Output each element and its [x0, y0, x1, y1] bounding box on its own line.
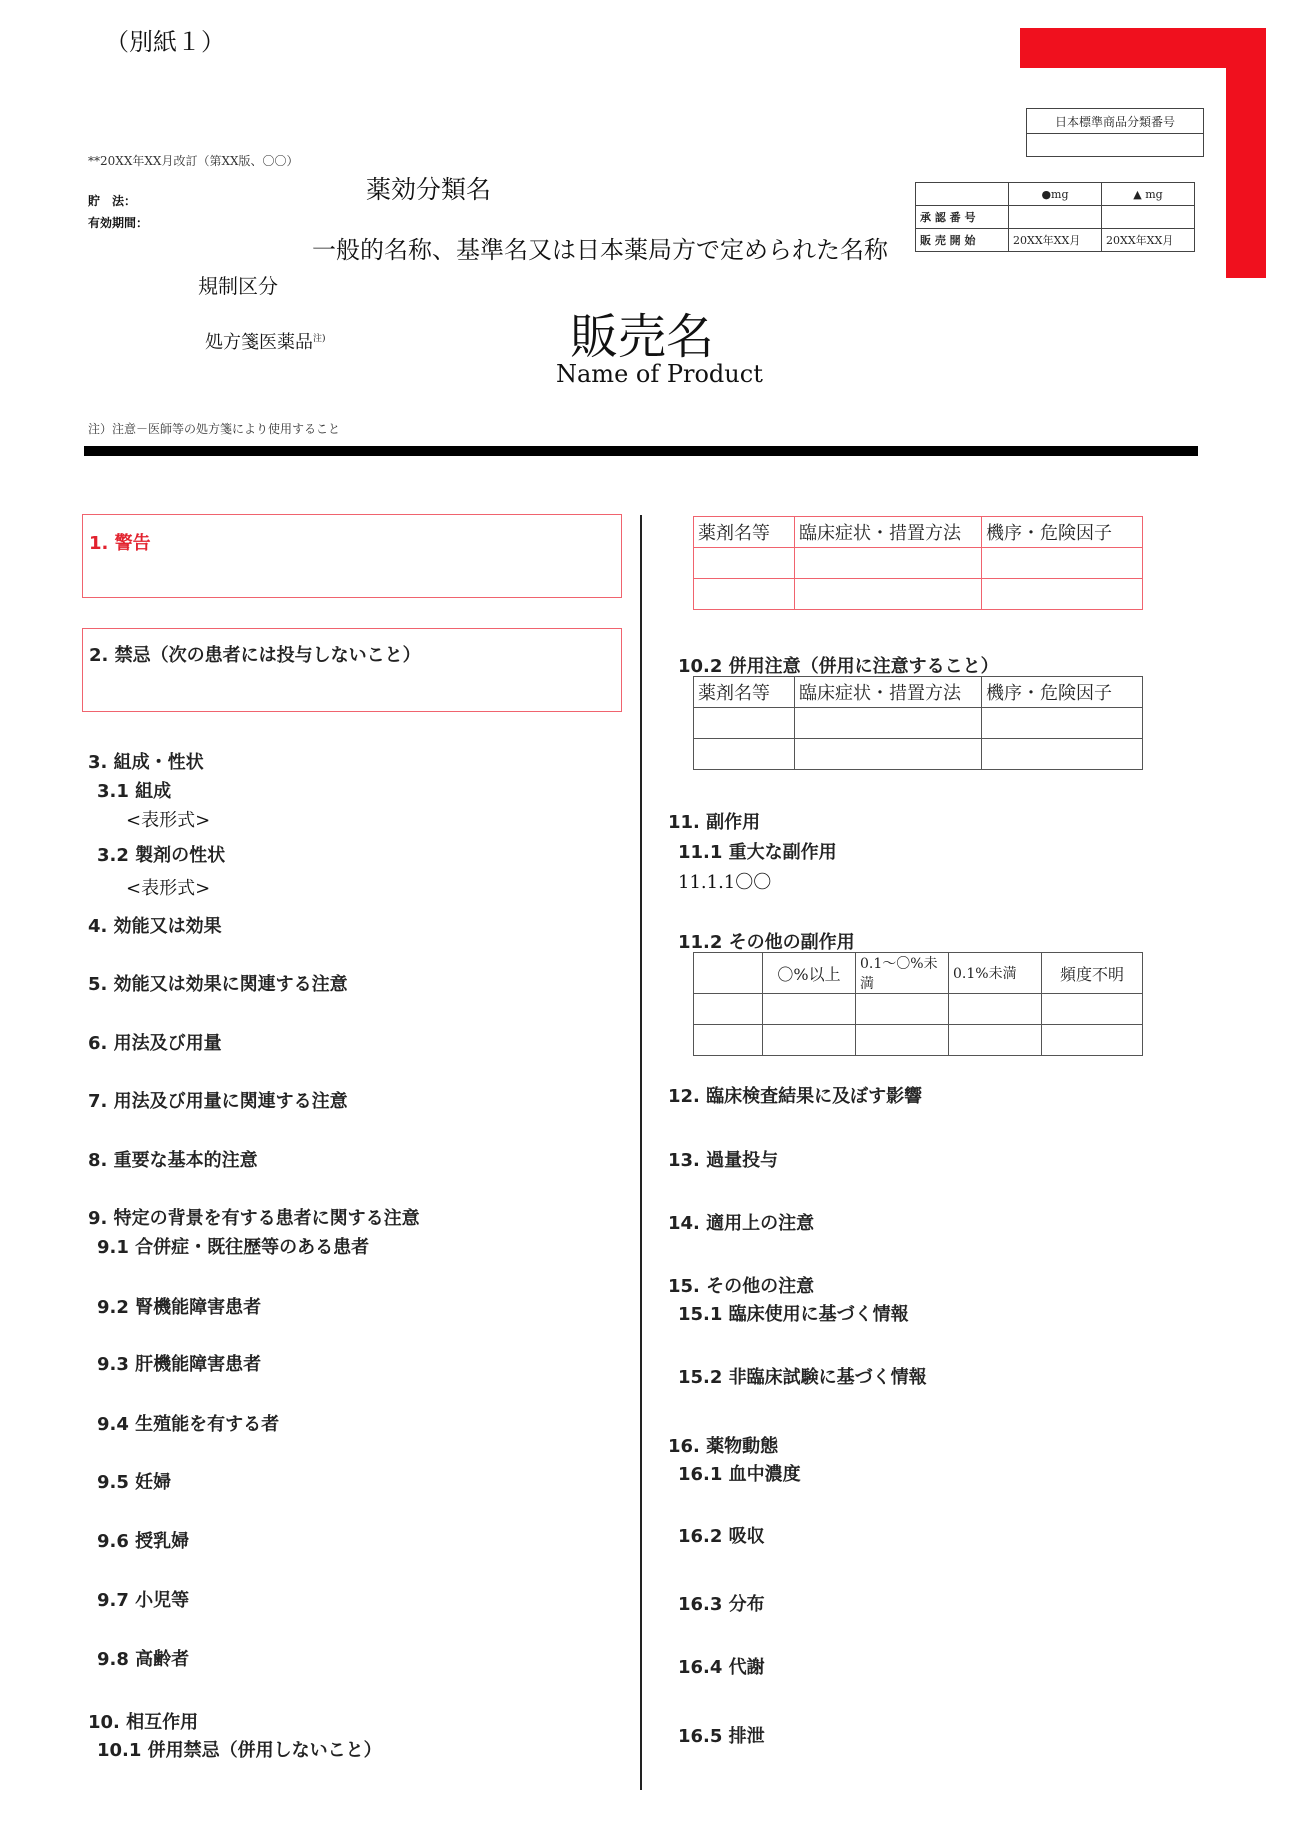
drug-class-name: 薬効分類名: [366, 175, 492, 204]
header-rule: [84, 446, 1198, 456]
pharmacokinetics-heading: 16. 薬物動態: [668, 1436, 779, 1457]
classification-number-header: 日本標準商品分類番号: [1027, 109, 1204, 134]
caution-cell: [982, 739, 1143, 770]
contra-col-mechanism: 機序・危険因子: [982, 517, 1143, 548]
approval-number-label: 承 認 番 号: [916, 206, 1009, 229]
blood-concentration-sub: 16.1 血中濃度: [678, 1464, 801, 1485]
column-divider: [640, 515, 642, 1790]
caution-combo-table: [693, 676, 1143, 770]
freq-col-1: 〇%以上: [763, 953, 856, 994]
absorption-sub: 16.2 吸収: [678, 1526, 765, 1547]
attachment-label: （別紙１）: [105, 28, 225, 56]
prescription-footnote: 注）注意－医師等の処方箋により使用すること: [88, 422, 341, 436]
contraindication-heading: 2. 禁忌（次の患者には投与しないこと）: [89, 645, 421, 666]
caution-combo-heading: 10.2 併用注意（併用に注意すること）: [678, 656, 999, 677]
contra-cell: [982, 579, 1143, 610]
special-patients-heading: 9. 特定の背景を有する患者に関する注意: [88, 1208, 420, 1229]
freq-col-2: 0.1～〇%未満: [856, 953, 949, 994]
regulation-category: 規制区分: [198, 274, 278, 298]
hepatic-sub: 9.3 肝機能障害患者: [97, 1354, 262, 1375]
overdose-heading: 13. 過量投与: [668, 1150, 779, 1171]
nonclinical-info-sub: 15.2 非臨床試験に基づく情報: [678, 1367, 927, 1388]
lactating-sub: 9.6 授乳婦: [97, 1531, 190, 1552]
dosage-heading: 6. 用法及び用量: [88, 1033, 222, 1054]
approval-number-2: [1102, 206, 1195, 229]
caution-cell: [795, 739, 982, 770]
freq-cell: [1042, 1025, 1143, 1056]
lab-effects-heading: 12. 臨床検査結果に及ぼす影響: [668, 1086, 923, 1107]
generic-name: 一般的名称、基準名又は日本薬局方で定められた名称: [312, 236, 888, 264]
properties-format: <表形式>: [126, 878, 211, 899]
contra-cell: [694, 579, 795, 610]
contra-cell: [982, 548, 1143, 579]
caution-col-symptom: 臨床症状・措置方法: [795, 677, 982, 708]
warning-heading: 1. 警告: [89, 533, 151, 554]
freq-col-4: 頻度不明: [1042, 953, 1143, 994]
sales-start-1: 20XX年XX月: [1009, 229, 1102, 252]
caution-col-drug: 薬剤名等: [694, 677, 795, 708]
composition-sub: 3.1 組成: [97, 781, 172, 802]
contra-col-drug: 薬剤名等: [694, 517, 795, 548]
reproductive-sub: 9.4 生殖能を有する者: [97, 1414, 280, 1435]
expiry-label: 有効期間：: [88, 216, 149, 230]
freq-cell: [694, 994, 763, 1025]
contraindicated-combo-table: [693, 516, 1143, 610]
freq-cell: [856, 1025, 949, 1056]
approval-table-corner: [916, 183, 1009, 206]
caution-cell: [694, 708, 795, 739]
other-side-effects-sub: 11.2 その他の副作用: [678, 932, 855, 953]
contra-col-symptom: 臨床症状・措置方法: [795, 517, 982, 548]
indication-caution-heading: 5. 効能又は効果に関連する注意: [88, 974, 348, 995]
other-caution-heading: 15. その他の注意: [668, 1276, 815, 1297]
interaction-heading: 10. 相互作用: [88, 1712, 199, 1733]
contra-cell: [795, 548, 982, 579]
product-name-en: Name of Product: [556, 360, 763, 388]
serious-side-effects-item: 11.1.1〇〇: [678, 872, 772, 893]
warning-box: [82, 514, 622, 598]
freq-cell: [694, 1025, 763, 1056]
storage-label: 貯 法：: [88, 194, 137, 208]
classification-number-table: [1026, 108, 1204, 157]
dosage-caution-heading: 7. 用法及び用量に関連する注意: [88, 1091, 348, 1112]
contra-cell: [795, 579, 982, 610]
approval-table: [915, 182, 1195, 252]
clinical-info-sub: 15.1 臨床使用に基づく情報: [678, 1304, 909, 1325]
sales-start-2: 20XX年XX月: [1102, 229, 1195, 252]
metabolism-sub: 16.4 代謝: [678, 1657, 765, 1678]
approval-col-2: ▲ mg: [1102, 183, 1195, 206]
prescription-note-mark: 注): [313, 334, 326, 344]
composition-heading: 3. 組成・性状: [88, 752, 204, 773]
freq-cell: [763, 1025, 856, 1056]
side-effect-frequency-table: [693, 952, 1143, 1056]
contraindicated-combo-sub: 10.1 併用禁忌（併用しないこと）: [97, 1740, 382, 1761]
application-caution-heading: 14. 適用上の注意: [668, 1213, 815, 1234]
caution-col-mechanism: 機序・危険因子: [982, 677, 1143, 708]
caution-cell: [694, 739, 795, 770]
classification-number-value: [1027, 134, 1204, 157]
freq-cell: [949, 1025, 1042, 1056]
comorbidity-sub: 9.1 合併症・既往歴等のある患者: [97, 1237, 370, 1258]
side-effects-heading: 11. 副作用: [668, 812, 761, 833]
pregnant-sub: 9.5 妊婦: [97, 1472, 172, 1493]
freq-cell: [949, 994, 1042, 1025]
sales-start-label: 販 売 開 始: [916, 229, 1009, 252]
prescription-drug-label: [205, 328, 326, 354]
approval-col-1: ●mg: [1009, 183, 1102, 206]
product-name: 販売名: [570, 309, 715, 365]
elderly-sub: 9.8 高齢者: [97, 1649, 190, 1670]
caution-cell: [982, 708, 1143, 739]
basic-caution-heading: 8. 重要な基本的注意: [88, 1150, 258, 1171]
freq-cell: [1042, 994, 1143, 1025]
indication-heading: 4. 効能又は効果: [88, 916, 222, 937]
composition-format: <表形式>: [126, 810, 211, 831]
contraindication-box: [82, 628, 622, 712]
freq-cell: [763, 994, 856, 1025]
excretion-sub: 16.5 排泄: [678, 1726, 765, 1747]
renal-sub: 9.2 腎機能障害患者: [97, 1297, 262, 1318]
pediatric-sub: 9.7 小児等: [97, 1590, 190, 1611]
freq-cell: [856, 994, 949, 1025]
serious-side-effects-sub: 11.1 重大な副作用: [678, 842, 837, 863]
properties-sub: 3.2 製剤の性状: [97, 845, 226, 866]
contra-cell: [694, 548, 795, 579]
freq-col-blank: [694, 953, 763, 994]
approval-number-1: [1009, 206, 1102, 229]
distribution-sub: 16.3 分布: [678, 1594, 765, 1615]
revision-note: **20XX年XX月改訂（第XX版、〇〇）: [88, 154, 299, 168]
red-corner-mark-side: [1226, 28, 1266, 278]
caution-cell: [795, 708, 982, 739]
prescription-drug-text: 処方箋医薬品: [205, 332, 313, 353]
freq-col-3: 0.1%未満: [949, 953, 1042, 994]
